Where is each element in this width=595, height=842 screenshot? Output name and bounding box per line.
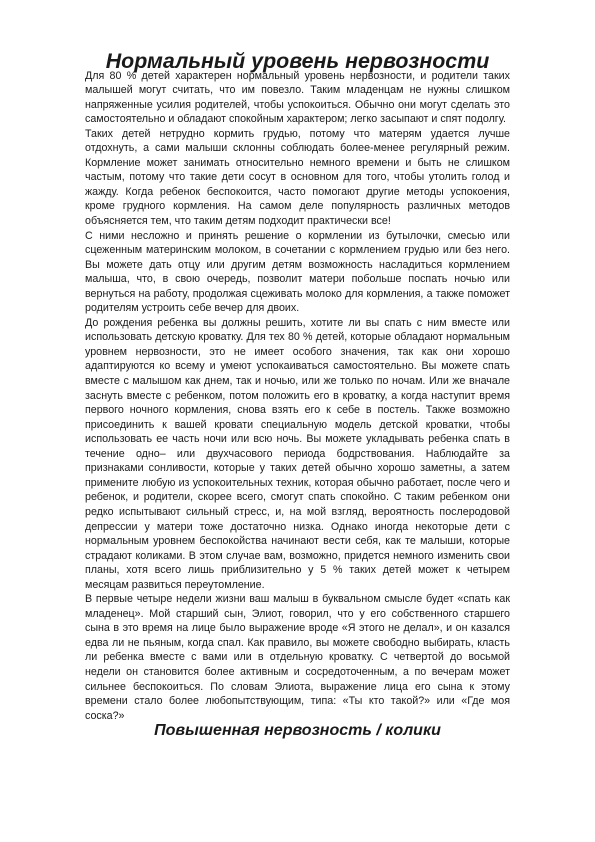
- next-section-title: Повышенная нервозность / колики: [154, 721, 441, 740]
- paragraph-first-weeks: В первые четыре недели жизни ваш малыш в буквальном смысле будет «спать как младенец». Мой старший сын, Элиот, говорил, что у его собственного старшего сына в это время на лице было выражение вроде «Я этого не делал», и он казался едва ли не пьяным, когда спал. Как правило, вы можете свободно выбирать, класть ли ребенка вместе с вами или в отдельную кроватку. С четвертой до восьмой недели он становится более активным и сосредоточенным, а по вечерам может сильнее беспокоиться. По словам Элиота, выражение лица его сына к этому времени стало более любопытствующим, типа: «Ты кто такой?» или «Где моя соска?»: [85, 593, 510, 722]
- document-page: [85, 49, 510, 740]
- paragraph-normal-level: Для 80 % детей характерен нормальный уровень нервозности, и родители таких малышей могут считать, что им повезло. Таким младенцам не нужны слишком напряженные усилия родителей, чтобы успокоиться. Обычно они могут сделать это самостоятельно и обладают спокойным характером; легко засыпают и спят подолгу.: [85, 69, 510, 126]
- section-title: Нормальный уровень нервозности: [105, 49, 490, 73]
- paragraph-sleeping: До рождения ребенка вы должны решить, хотите ли вы спать с ним вместе или использовать детскую кроватку. Для тех 80 % детей, которые обладают нормальным уровнем нервозности, это не имеет особого значения, так как они хорошо адаптируются ко всему и умеют успокаиваться самостоятельно. Вы можете спать вместе с малышом как днем, так и ночью, или же только по ночам. Или же вначале заснуть вместе с ребенком, потом положить его в кроватку, а когда наступит время первого ночного кормления, снова взять его к себе в постель. Также возможно присоединить к вашей кровати специальную модель детской кроватки, чтобы использовать ее часть ночи или всю ночь. Вы можете укладывать ребенка спать в течение одно– или двухчасового периода бодрствования. Наблюдайте за признаками сонливости, которые у таких детей обычно хорошо заметны, а затем примените любую из успокоительных техник, которая обычно работает, после чего и ребенок, и родители, скорее всего, смогут спать спокойно. С таким ребенком они редко испытывают сильный стресс, и, на мой взгляд, вероятность послеродовой депрессии у матери тоже достаточно низка. Однако иногда некоторые дети с нормальным уровнем беспокойства начинают вести себя, как те малыши, которые страдают коликами. В этом случае вам, возможно, придется немного изменить свои планы, хотя всего лишь приблизительно у 5 % таких детей может к четырем месяцам развиться переутомление.: [85, 316, 510, 591]
- paragraph-breastfeeding: Таких детей нетрудно кормить грудью, потому что матерям удается лучше отдохнуть, а сами малыши склонны соблюдать более-менее регулярный режим. Кормление может занимать относительно немного времени и быть не слишком частым, потому что такие дети сосут в основном для того, чтобы утолить голод и жажду. Когда ребенок беспокоится, часто помогают другие методы успокоения, кроме грудного кормления. На самом деле популярность различных методов объясняется тем, что таким детям подходит практически все!: [85, 127, 510, 228]
- paragraph-bottle-feeding: С ними несложно и принять решение о кормлении из бутылочки, смесью или сцеженным материнским молоком, в сочетании с кормлением грудью или без него. Вы можете дать отцу или другим детям возможность насладиться кормлением малыша, что, в свою очередь, позволит матери побольше поспать ночью или вернуться на работу, продолжая сцеживать молоко для кормления, а также поможет родителям устроить себе вечер для двоих.: [85, 229, 510, 315]
